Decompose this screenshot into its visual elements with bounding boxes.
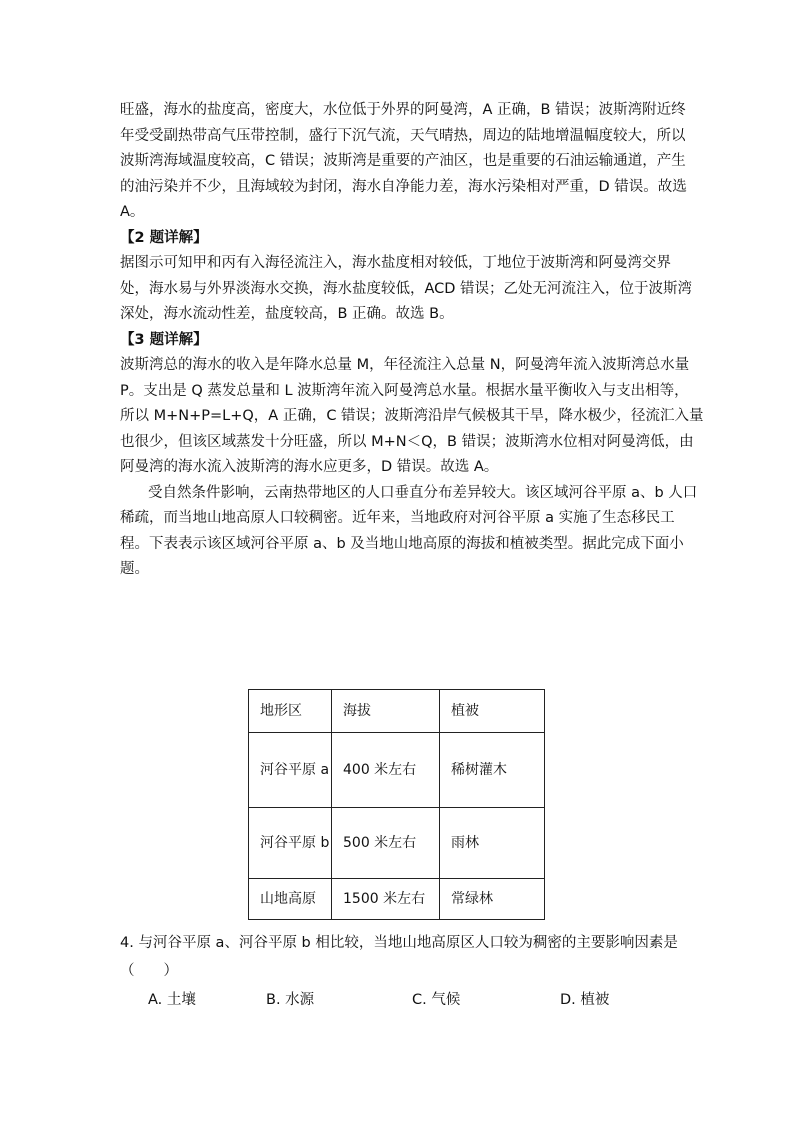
option-a[interactable]: A. 土壤 <box>148 992 196 1008</box>
table-header-cell: 海拔 <box>332 690 440 733</box>
text-line: 据图示可知甲和丙有入海径流注入，海水盐度相对较低，丁地位于波斯湾和阿曼湾交界 <box>120 255 671 271</box>
table-header-row <box>249 690 545 733</box>
table-cell: 500 米左右 <box>332 808 440 879</box>
table-header-cell: 地形区 <box>249 690 332 733</box>
text-line: 年受受副热带高气压带控制，盛行下沉气流，天气晴热，周边的陆地增温幅度较大，所以 <box>120 127 686 144</box>
text-line: 程。下表表示该区域河谷平原 a、b 及当地山地高原的海拔和植被类型。据此完成下面小 <box>120 535 684 552</box>
table-row <box>249 879 545 920</box>
paragraph-1 <box>120 98 687 226</box>
table-cell: 400 米左右 <box>332 733 440 808</box>
question-number: 4. <box>120 935 134 951</box>
section-heading-3: 【3 题详解】 <box>120 331 208 348</box>
option-c[interactable]: C. 气候 <box>412 992 461 1008</box>
answer-options <box>148 988 668 1012</box>
table-row <box>249 808 545 879</box>
text-line: 的油污染并不少，且海域较为封闭，海水自净能力差，海水污染相对严重，D 错误。故选 <box>120 178 687 195</box>
table-cell: 稀树灌木 <box>440 733 545 808</box>
question-4 <box>120 929 680 985</box>
text-line: 波斯湾总的海水的收入是年降水总量 M，年径流注入总量 N，阿曼湾年流入波斯湾总水量 <box>120 357 690 373</box>
table-cell: 山地高原 <box>249 879 332 920</box>
text-line: 稀疏，而当地山地高原人口较稠密。近年来，当地政府对河谷平原 a 实施了生态移民工 <box>120 510 675 526</box>
text-line: 受自然条件影响，云南热带地区的人口垂直分布差异较大。该区域河谷平原 a、b 人口 <box>148 484 698 501</box>
paragraph-2 <box>120 251 693 328</box>
table-cell: 雨林 <box>440 808 545 879</box>
text-line: P。支出是 Q 蒸发总量和 L 波斯湾年流入阿曼湾总水量。根据水量平衡收入与支出相等， <box>120 382 689 399</box>
table-cell: 河谷平原 a <box>249 733 332 808</box>
text-line: 阿曼湾的海水流入波斯湾的海水应更多，D 错误。故选 A。 <box>120 459 499 475</box>
question-text: 与河谷平原 a、河谷平原 b 相比较，当地山地高原区人口较为稠密的主要影响因素是 <box>138 935 678 951</box>
text-line: 题。 <box>120 561 149 577</box>
text-line: 也很少，但该区域蒸发十分旺盛，所以 M+N＜Q，B 错误；波斯湾水位相对阿曼湾低，由 <box>120 433 694 450</box>
terrain-table <box>248 689 545 920</box>
question-stem-intro <box>120 481 698 583</box>
text-line: 处，海水易与外界淡海水交换，海水盐度较低，ACD 错误；乙处无河流注入，位于波斯湾 <box>120 280 693 297</box>
text-line: A。 <box>120 204 145 220</box>
table-cell: 1500 米左右 <box>332 879 440 920</box>
option-d[interactable]: D. 植被 <box>560 992 610 1008</box>
table-cell: 河谷平原 b <box>249 808 332 879</box>
paragraph-3 <box>120 353 704 481</box>
text-line: 旺盛，海水的盐度高，密度大，水位低于外界的阿曼湾，A 正确，B 错误；波斯湾附近终 <box>120 102 686 118</box>
table-row <box>249 733 545 808</box>
text-line: 波斯湾海域温度较高，C 错误；波斯湾是重要的产油区，也是重要的石油运输通道，产生 <box>120 153 686 169</box>
answer-blank: （ ） <box>120 963 178 979</box>
table-header-cell: 植被 <box>440 690 545 733</box>
answer-explanations <box>120 98 704 583</box>
text-line: 所以 M+N+P=L+Q，A 正确，C 错误；波斯湾沿岸气候极其干旱，降水极少，径流汇入量 <box>120 408 704 424</box>
section-heading-2: 【2 题详解】 <box>120 229 208 246</box>
option-b[interactable]: B. 水源 <box>266 992 315 1008</box>
table-cell: 常绿林 <box>440 879 545 920</box>
text-line: 深处，海水流动性差，盐度较高，B 正确。故选 B。 <box>120 306 454 322</box>
